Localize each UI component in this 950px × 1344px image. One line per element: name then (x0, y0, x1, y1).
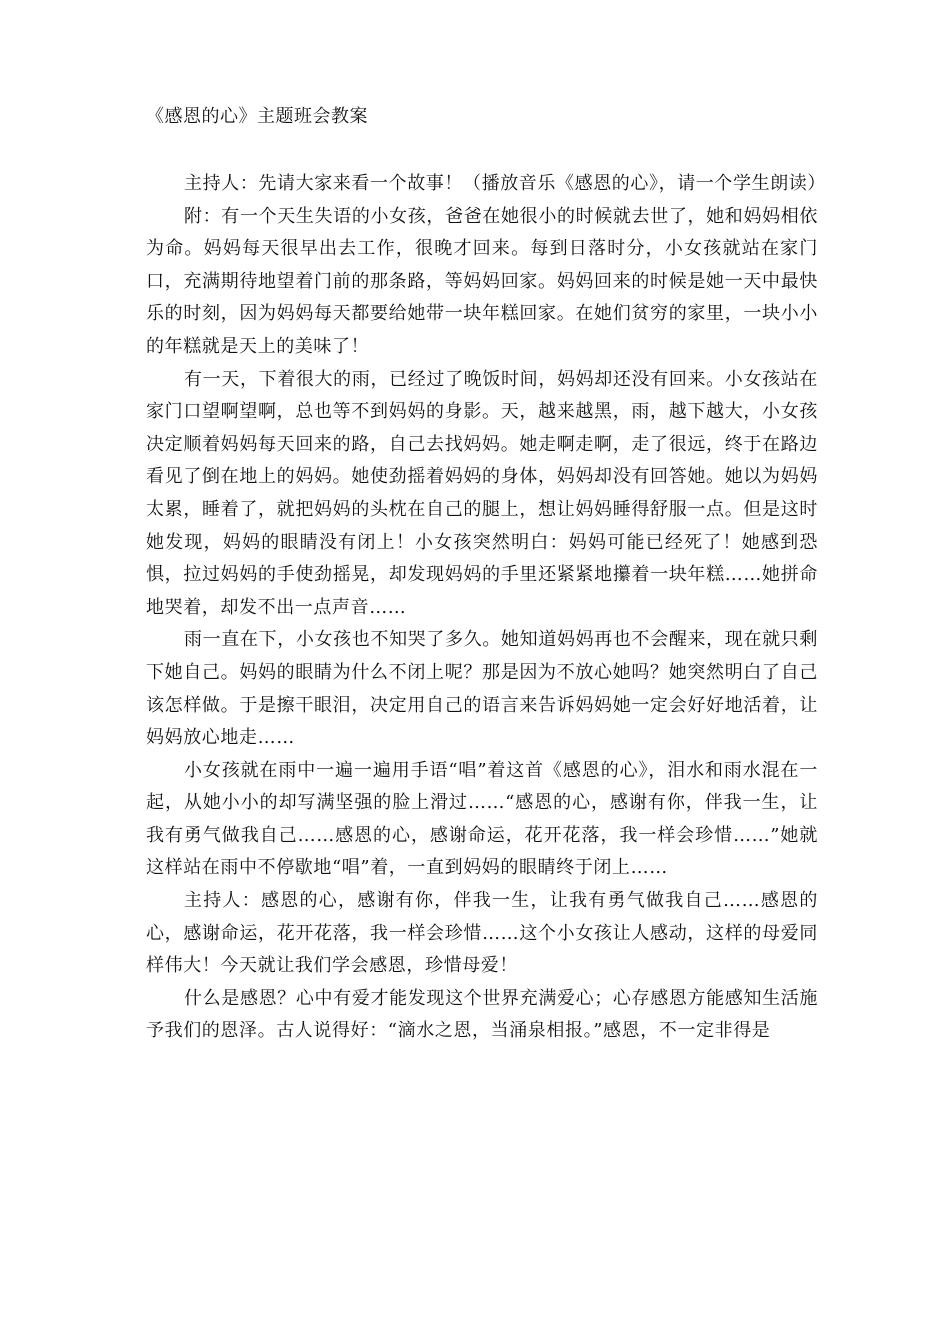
document-title: 《感恩的心》主题班会教案 (146, 106, 368, 127)
paragraph-what-is-gratitude: 什么是感恩？心中有爱才能发现这个世界充满爱心；心存感恩方能感知生活施予我们的恩泽。古人说得好：“滴水之恩，当涌泉相报。”感恩，不一定非得是 (146, 987, 818, 1042)
paragraph-host-intro: 主持人：先请大家来看一个故事！（播放音乐《感恩的心》，请一个学生朗读） (184, 173, 826, 194)
paragraph-sign-language-song: 小女孩就在雨中一遍一遍用手语“唱”着这首《感恩的心》，泪水和雨水混在一起，从她小小的却写满坚强的脸上滑过……“感恩的心，感谢有你，伴我一生，让我有勇气做我自己……感恩的心，感谢命运，花开花落，我一样会珍惜……”她就这样站在雨中不停歇地“唱”着，一直到妈妈的眼睛终于闭上…… (146, 759, 818, 879)
paragraph-rainy-day: 有一天，下着很大的雨，已经过了晚饭时间，妈妈却还没有回来。小女孩站在家门口望啊望啊，总也等不到妈妈的身影。天，越来越黑，雨，越下越大，小女孩决定顺着妈妈每天回来的路，自己去找妈妈。她走啊走啊，走了很远，终于在路边看见了倒在地上的妈妈。她使劲摇着妈妈的身体，妈妈却没有回答她。她以为妈妈太累，睡着了，就把妈妈的头枕在自己的腿上，想让妈妈睡得舒服一点。但是这时她发现，妈妈的眼睛没有闭上！小女孩突然明白：妈妈可能已经死了！她感到恐惧，拉过妈妈的手使劲摇晃，却发现妈妈的手里还紧紧地攥着一块年糕……她拼命地哭着，却发不出一点声音…… (146, 368, 818, 618)
paragraph-rain-continues: 雨一直在下，小女孩也不知哭了多久。她知道妈妈再也不会醒来，现在就只剩下她自己。妈妈的眼睛为什么不闭上呢？那是因为不放心她吗？她突然明白了自己该怎样做。于是擦干眼泪，决定用自己的语言来告诉妈妈她一定会好好地活着，让妈妈放心地走…… (146, 629, 818, 749)
paragraph-host-conclusion: 主持人：感恩的心，感谢有你，伴我一生，让我有勇气做我自己……感恩的心，感谢命运，花开花落，我一样会珍惜……这个小女孩让人感动，这样的母爱同样伟大！今天就让我们学会感恩，珍惜母爱！ (146, 890, 818, 977)
document-body (146, 168, 826, 1048)
paragraph-story-intro: 附：有一个天生失语的小女孩，爸爸在她很小的时候就去世了，她和妈妈相依为命。妈妈每天很早出去工作，很晚才回来。每到日落时分，小女孩就站在家门口，充满期待地望着门前的那条路，等妈妈回家。妈妈回来的时候是她一天中最快乐的时刻，因为妈妈每天都要给她带一块年糕回家。在她们贫穷的家里，一块小小的年糕就是天上的美味了！ (146, 205, 818, 357)
